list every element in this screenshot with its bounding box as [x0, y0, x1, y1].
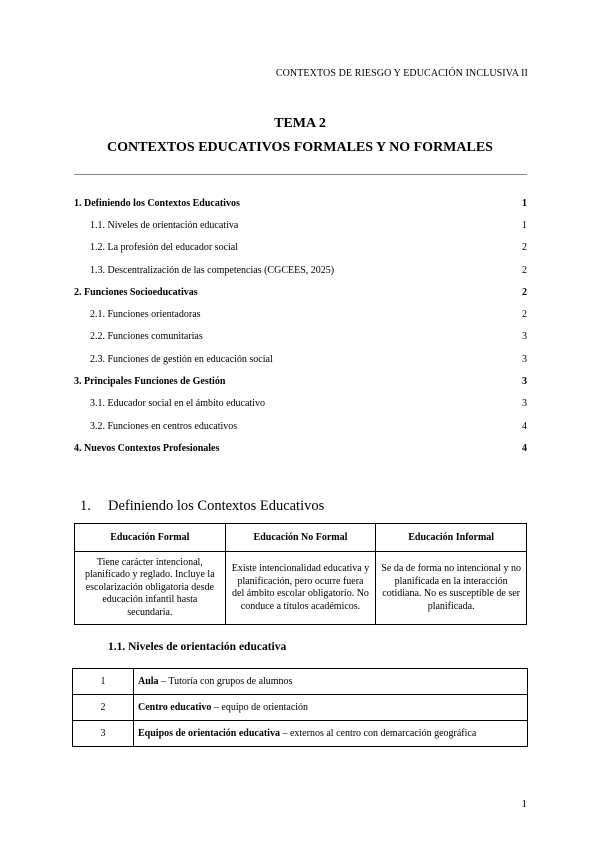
toc-entry[interactable]: 1.2. La profesión del educador social 2 [90, 242, 527, 254]
table-row [73, 669, 528, 695]
toc-entry[interactable]: 4. Nuevos Contextos Profesionales 4 [74, 442, 527, 454]
toc-entry[interactable]: 2.1. Funciones orientadoras 2 [90, 309, 527, 321]
level-description: Centro educativo – equipo de orientación [134, 695, 528, 721]
running-header: CONTEXTOS DE RIESGO Y EDUCACIÓN INCLUSIVA II [275, 68, 528, 79]
level-number: 2 [73, 695, 134, 721]
page-number: 1 [521, 798, 527, 810]
title-divider [74, 174, 527, 175]
table-header: Educación Formal [75, 524, 226, 552]
education-types-table [74, 523, 527, 625]
level-number: 3 [73, 721, 134, 747]
level-description: Aula – Tutoría con grupos de alumnos [134, 669, 528, 695]
toc-entry[interactable]: 1. Definiendo los Contextos Educativos 1 [74, 197, 527, 209]
toc-entry[interactable]: 3.2. Funciones en centros educativos 4 [90, 420, 527, 432]
table-cell: Tiene carácter intencional, planificado y reglado. Incluye la escolarización obligatoria desde educación infantil hasta secundaria. [75, 552, 226, 625]
table-header: Educación No Formal [225, 524, 376, 552]
table-row [73, 721, 528, 747]
level-number: 1 [73, 669, 134, 695]
document-title: TEMA 2 [274, 116, 326, 131]
toc-entry[interactable]: 1.1. Niveles de orientación educativa 1 [90, 219, 527, 231]
toc-entry[interactable]: 2.2. Funciones comunitarias 3 [90, 331, 527, 343]
level-description: Equipos de orientación educativa – externos al centro con demarcación geográfica [134, 721, 528, 747]
table-cell: Se da de forma no intencional y no planificada en la interacción cotidiana. No es susceptible de ser planificada. [376, 552, 527, 625]
table-header: Educación Informal [376, 524, 527, 552]
table-of-contents [74, 192, 527, 460]
table-row [73, 695, 528, 721]
document-subtitle: CONTEXTOS EDUCATIVOS FORMALES Y NO FORMALES [107, 140, 493, 155]
toc-entry[interactable]: 3. Principales Funciones de Gestión 3 [74, 376, 527, 388]
toc-entry[interactable]: 2.3. Funciones de gestión en educación social 3 [90, 353, 527, 365]
subsection-heading: 1.1. Niveles de orientación educativa [108, 641, 287, 653]
toc-entry[interactable]: 1.3. Descentralización de las competencias (CGCEES, 2025) 2 [90, 264, 527, 276]
orientation-levels-table [72, 668, 528, 747]
toc-entry[interactable]: 3.1. Educador social en el ámbito educativo 3 [90, 398, 527, 410]
toc-entry[interactable]: 2. Funciones Socioeducativas 2 [74, 286, 527, 298]
section-heading: 1. Definiendo los Contextos Educativos [80, 498, 325, 514]
table-cell: Existe intencionalidad educativa y planificación, pero ocurre fuera del ámbito escolar obligatorio. No conduce a títulos académicos. [225, 552, 376, 625]
